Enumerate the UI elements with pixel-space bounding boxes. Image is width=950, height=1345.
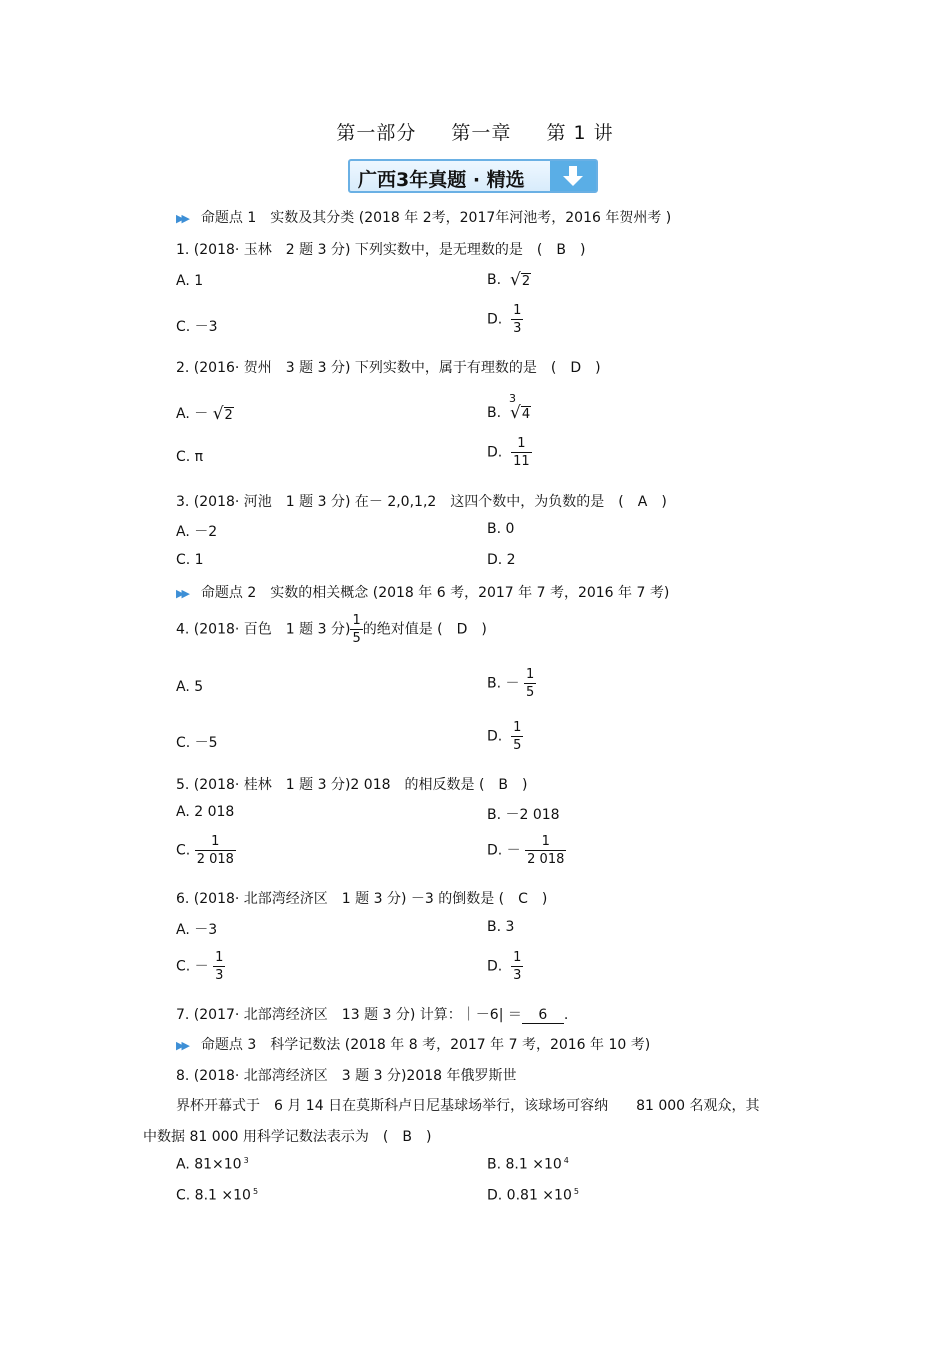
option-c: C. $\frac{1}{2 018}$	[176, 834, 234, 867]
double-arrow-icon: ▶▶	[176, 212, 187, 225]
option-a: A. 5	[176, 679, 204, 695]
option-b: B. －2 018	[487, 807, 560, 823]
sqrt-expression: √2	[509, 270, 531, 290]
double-arrow-icon: ▶▶	[176, 1039, 187, 1052]
option-a: A. －3	[176, 922, 218, 938]
section-banner	[348, 159, 598, 193]
topic-heading: ▶▶ 命题点 2 实数的相关概念 (2018 年 6 考，2017 年 7 考，2016 年 7 考)	[176, 585, 670, 601]
option-b: B. √2	[487, 270, 531, 290]
option-a: A. 1	[176, 273, 204, 289]
question-text: 中数据 81 000 用科学记数法表示为 ( B )	[143, 1129, 432, 1145]
fraction: $\frac{1}{2 018}$	[196, 834, 234, 867]
page-title	[0, 118, 950, 145]
option-d: D. $\frac{1}{3}$	[487, 950, 522, 983]
fraction: $\frac{1}{5}$	[352, 613, 361, 646]
option-b: B. 3	[487, 919, 515, 935]
option-c: C. －5	[176, 735, 218, 751]
option-b: B. 3 √4	[487, 392, 531, 423]
sqrt-expression: √2	[212, 404, 233, 424]
part-title: 第一部分	[336, 122, 417, 144]
question-stem: 3. (2018· 河池 1 题 3 分) 在－ 2,0,1,2 这四个数中，为负数的是 ( A )	[176, 494, 667, 510]
question-stem: 4. (2018· 百色 1 题 3 分) $\frac{1}{5}$ 的绝对值是 ( D )	[176, 613, 487, 646]
double-arrow-icon: ▶▶	[176, 587, 187, 600]
fraction: $\frac{1}{3}$	[215, 950, 224, 983]
option-c: C. 8.1 ×10 $^5$	[176, 1187, 259, 1204]
banner-text: 广西3年真题 · 精选	[358, 169, 525, 191]
option-b: B. － $\frac{1}{5}$	[487, 667, 535, 700]
option-d: D. $\frac{1}{11}$	[487, 436, 530, 469]
option-b: B. 0	[487, 521, 515, 537]
option-d: D. 2	[487, 552, 516, 568]
option-c: C. － $\frac{1}{3}$	[176, 950, 224, 983]
answer-blank: 6	[522, 1007, 564, 1024]
option-c: C. π	[176, 449, 204, 465]
question-stem: 1. (2018· 玉林 2 题 3 分) 下列实数中，是无理数的是 ( B )	[176, 242, 586, 258]
question-text: 界杯开幕式于 6 月 14 日在莫斯科卢日尼基球场举行，该球场可容纳 81 000 名观众，其	[176, 1098, 760, 1114]
option-d: D. $\frac{1}{5}$	[487, 720, 522, 753]
cube-root-expression: 3 √4	[508, 392, 531, 423]
question-stem: 6. (2018· 北部湾经济区 1 题 3 分) －3 的倒数是 ( C )	[176, 891, 548, 907]
question-stem: 7. (2017· 北部湾经济区 13 题 3 分) 计算：｜－6| ＝ 6 .	[176, 1007, 569, 1023]
option-d: D. $\frac{1}{3}$	[487, 303, 522, 336]
option-a: A. 81×10 $^3$	[176, 1156, 249, 1173]
question-stem: 5. (2018· 桂林 1 题 3 分)2 018 的相反数是 ( B )	[176, 777, 528, 793]
option-d: D. 0.81 ×10 $^5$	[487, 1187, 579, 1204]
fraction: $\frac{1}{5}$	[513, 720, 522, 753]
option-a: A. 2 018	[176, 804, 235, 820]
option-a: A. － √2	[176, 404, 233, 424]
lecture-title: 第 1 讲	[546, 122, 614, 144]
fraction: $\frac{1}{3}$	[513, 303, 522, 336]
question-stem: 2. (2016· 贺州 3 题 3 分) 下列实数中，属于有理数的是 ( D )	[176, 360, 601, 376]
option-c: C. 1	[176, 552, 204, 568]
option-a: A. －2	[176, 524, 218, 540]
fraction: $\frac{1}{3}$	[513, 950, 522, 983]
option-b: B. 8.1 ×10 $^4$	[487, 1156, 569, 1173]
fraction: $\frac{1}{2 018}$	[527, 834, 565, 867]
chapter-title: 第一章	[451, 122, 512, 144]
down-arrow-icon	[550, 161, 596, 191]
question-stem: 8. (2018· 北部湾经济区 3 题 3 分)2018 年俄罗斯世	[176, 1068, 517, 1084]
fraction: $\frac{1}{11}$	[513, 436, 530, 469]
topic-heading: ▶▶ 命题点 3 科学记数法 (2018 年 8 考，2017 年 7 考，2016 年 10 考)	[176, 1037, 651, 1053]
option-d: D. － $\frac{1}{2 018}$	[487, 834, 565, 867]
option-c: C. －3	[176, 319, 218, 335]
fraction: $\frac{1}{5}$	[525, 667, 535, 700]
topic-heading: ▶▶ 命题点 1 实数及其分类 (2018 年 2考，2017年河池考，2016 年贺州考 )	[176, 210, 672, 226]
